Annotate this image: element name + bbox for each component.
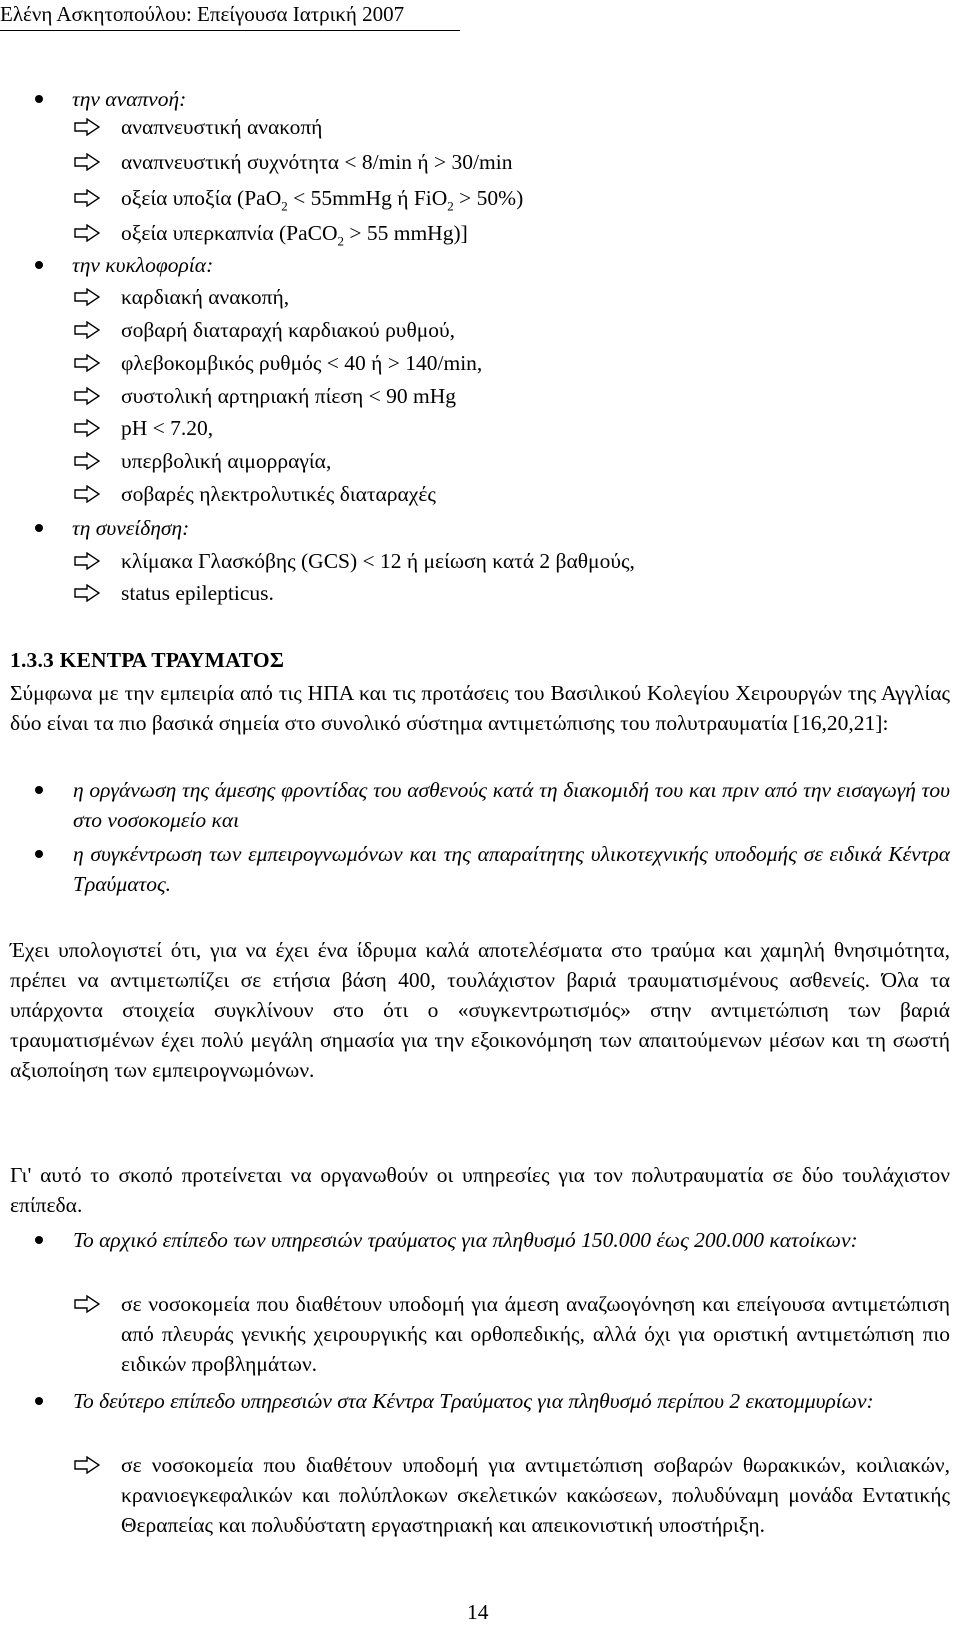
bullet-icon <box>35 1236 43 1244</box>
criteria-item: σοβαρή διαταραχή καρδιακού ρυθμού, <box>121 318 456 342</box>
arrow-right-icon <box>74 485 102 505</box>
bullet-icon <box>35 524 43 532</box>
arrow-right-icon <box>74 288 102 308</box>
arrow-right-icon <box>74 321 102 341</box>
page-number: 14 <box>467 1600 489 1624</box>
arrow-right-icon <box>74 118 102 138</box>
level-2-item: σε νοσοκομεία που διαθέτουν υποδομή για αντιμετώπιση σοβαρών θωρακικών, κοιλιακών, κρανιοεγκεφαλικών και πολύπλοκων σκελετικών κακώσεων, πολυδύναμη μονάδα Εντατικής Θεραπείας και πολυδύστατη εργαστηριακή και απεικονιστική υποστήριξη. <box>121 1453 950 1537</box>
section-intro: Σύμφωνα με την εμπειρία από τις ΗΠΑ και τις προτάσεις του Βασιλικού Κολεγίου Χειρουργών της Αγγλίας δύο είναι τα πιο βασικά σημεία στο συνολικό σύστημα αντιμετώπισης του πολυτραυματία [16,20,21]: <box>10 681 950 735</box>
header-rule <box>0 30 460 31</box>
arrow-right-icon <box>74 552 102 572</box>
arrow-right-icon <box>74 224 102 244</box>
running-header: Ελένη Ασκητοπούλου: Επείγουσα Ιατρική 2007 <box>0 2 405 26</box>
bullet-icon <box>35 95 43 103</box>
section-point: η συγκέντρωση των εμπειρογνωμόνων και της απαραίτητης υλικοτεχνικής υποδομής σε ειδικά Κέντρα Τραύματος. <box>73 842 950 896</box>
paragraph-volume: Έχει υπολογιστεί ότι, για να έχει ένα ίδρυμα καλά αποτελέσματα στο τραύμα και χαμηλή θνησιμότητα, πρέπει να αντιμετωπίζει σε ετήσια βάση 400, τουλάχιστον βαριά τραυματισμένους ασθενείς. Όλα τα υπάρχοντα στοιχεία συγκλίνουν στο ότι ο «συγκεντρωτισμός» στην αντιμετώπιση των βαριά τραυματισμένων έχει πολύ μεγάλη σημασία για την εξοικονόμηση των απαιτούμενων μέσων και τη σωστή αξιοποίηση των εμπειρογνωμόνων. <box>10 938 950 1082</box>
criteria-item-paco2: οξεία υπερκαπνία (PaCO$_2$ > 55 mmHg)] <box>121 221 468 249</box>
bullet-icon <box>35 786 43 794</box>
bullet-icon <box>35 261 43 269</box>
level-1-item: σε νοσοκομεία που διαθέτουν υποδομή για άμεση αναζωογόνηση και επείγουσα αντιμετώπιση από πλευράς γενικής χειρουργικής και ορθοπεδικής, αλλά όχι για οριστική αντιμετώπιση πιο ειδικών προβλημάτων. <box>121 1292 950 1376</box>
criteria-consciousness-title: τη συνείδηση: <box>72 516 190 540</box>
criteria-circulation-title: την κυκλοφορία: <box>72 253 214 277</box>
arrow-right-icon <box>74 387 102 407</box>
section-point: η οργάνωση της άμεσης φροντίδας του ασθενούς κατά τη διακομιδή του και πριν από την εισαγωγή του στο νοσοκομείο και <box>73 778 950 832</box>
arrow-right-icon <box>74 1295 102 1315</box>
bullet-icon <box>35 850 43 858</box>
criteria-item: υπερβολική αιμορραγία, <box>121 449 332 473</box>
criteria-item: καρδιακή ανακοπή, <box>121 285 290 309</box>
criteria-item: κλίμακα Γλασκόβης (GCS) < 12 ή μείωση κατά 2 βαθμούς, <box>121 549 635 573</box>
criteria-item: αναπνευστική ανακοπή <box>121 115 323 139</box>
criteria-item: status epilepticus. <box>121 581 274 605</box>
criteria-breathing-title: την αναπνοή: <box>72 87 187 111</box>
arrow-right-icon <box>74 1456 102 1476</box>
arrow-right-icon <box>74 354 102 374</box>
arrow-right-icon <box>74 189 102 209</box>
arrow-right-icon <box>74 153 102 173</box>
level-1-title: Το αρχικό επίπεδο των υπηρεσιών τραύματος για πληθυσμό 150.000 έως 200.000 κατοίκων: <box>73 1228 858 1252</box>
criteria-item: pH < 7.20, <box>121 416 214 440</box>
criteria-item: αναπνευστική συχνότητα < 8/min ή > 30/min <box>121 150 513 174</box>
criteria-item: συστολική αρτηριακή πίεση < 90 mHg <box>121 384 456 408</box>
criteria-item-pao2: οξεία υποξία (PaO$_2$ < 55mmHg ή FiO$_2$ > 50%) <box>121 186 524 214</box>
level-2-title: Το δεύτερο επίπεδο υπηρεσιών στα Κέντρα Τραύματος για πληθυσμό περίπου 2 εκατομμυρίων: <box>73 1389 874 1413</box>
criteria-item: σοβαρές ηλεκτρολυτικές διαταραχές <box>121 482 436 506</box>
section-heading: 1.3.3 ΚΕΝΤΡΑ ΤΡΑΥΜΑΤΟΣ <box>10 648 285 672</box>
bullet-icon <box>35 1397 43 1405</box>
arrow-right-icon <box>74 419 102 439</box>
paragraph-levels: Γι' αυτό το σκοπό προτείνεται να οργανωθούν οι υπηρεσίες για τον πολυτραυματία σε δύο τουλάχιστον επίπεδα. <box>10 1163 950 1217</box>
criteria-item: φλεβοκομβικός ρυθμός < 40 ή > 140/min, <box>121 351 483 375</box>
arrow-right-icon <box>74 584 102 604</box>
arrow-right-icon <box>74 452 102 472</box>
